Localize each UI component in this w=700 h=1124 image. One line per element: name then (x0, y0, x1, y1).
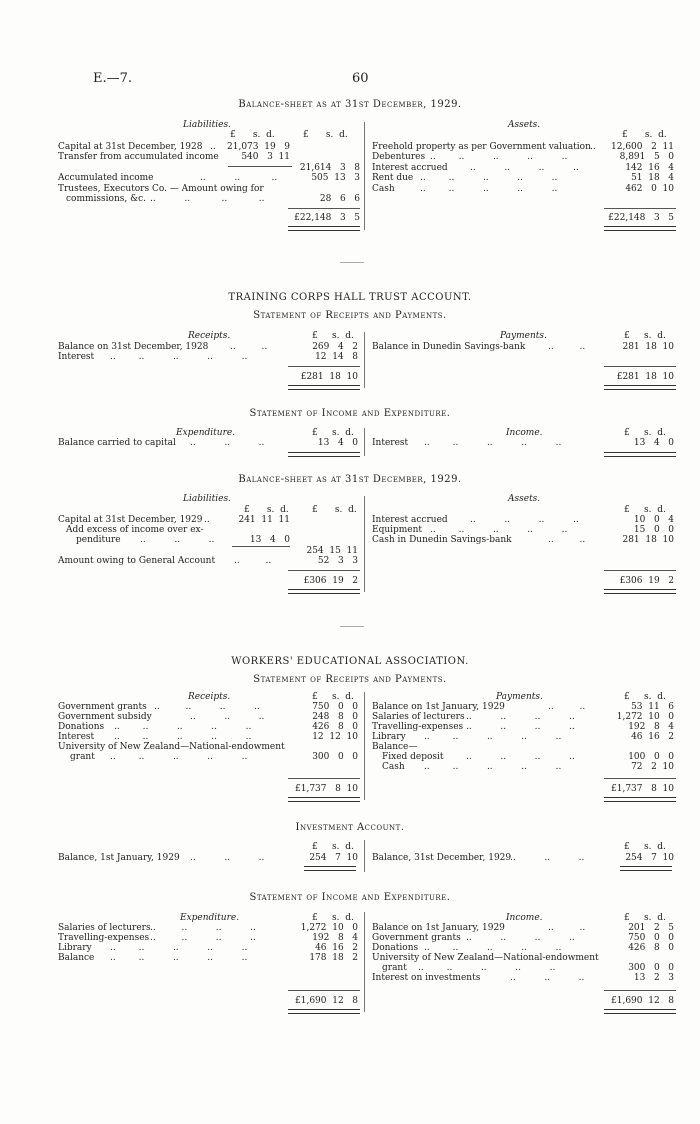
s3-inc-row-5-value: 13 2 3 (633, 973, 674, 983)
s1-liab-total: £22,148 3 5 (294, 213, 360, 223)
s3-inc-row-5: Interest on investments (372, 973, 481, 983)
s3-receipt-row-4-value: 12 12 10 (312, 732, 358, 742)
s3-exp-row-4: Balance (58, 953, 95, 963)
s3-receipt-total: £1,737 8 10 (295, 784, 358, 794)
s3-receipt-row-3: Donations (58, 722, 105, 732)
s1-asset-row-4-value: 51 18 4 (631, 173, 674, 183)
s2-inc-row-1-value: 13 4 0 (633, 438, 674, 448)
s2-inc-row-1: Interest (372, 438, 409, 448)
s1-liab-row-1-value: 21,073 19 9 (227, 142, 290, 152)
s3-inc-row-2-value: 750 0 0 (628, 933, 674, 943)
s3-divider-2 (364, 840, 365, 872)
s1-liab-row-3: Accumulated income (58, 173, 154, 183)
s2-bs-asset-row-3-value: 281 18 10 (622, 535, 674, 545)
s3-divider-3 (364, 912, 365, 1012)
s3-exp-row-2: Travelling-expenses (58, 933, 150, 943)
s3-inv-left-value: 254 7 10 (309, 853, 358, 863)
s2-bs-title: Balance-sheet as at 31st December, 1929. (238, 474, 462, 485)
s1-liab-row-1: Capital at 31st December, 1928 (58, 142, 203, 152)
s3-payment-row-2-value: 1,272 10 0 (616, 712, 674, 722)
s2-bs-subtotal-rule (232, 546, 290, 547)
s3-inc-row-3: Donations (372, 943, 419, 953)
s2-bs-liab-row-2-value: 13 4 0 (249, 535, 290, 545)
s2-income-heading: Income. (506, 428, 543, 438)
s3-title: WORKERS' EDUCATIONAL ASSOCIATION. (231, 656, 469, 667)
s2-subtitle: Statement of Receipts and Payments. (253, 310, 447, 321)
s2-exp-row-1-value: 13 4 0 (317, 438, 358, 448)
s1-column-divider (364, 122, 365, 230)
s3-income-heading: Income. (506, 913, 543, 923)
s3-inc-total: £1,690 12 8 (611, 996, 674, 1006)
s3-inv-currency-left: £ s. d. (312, 842, 354, 852)
page-ref: E.—7. (93, 71, 133, 86)
s2-payments-heading: Payments. (500, 331, 547, 341)
s3-payment-row-3: Travelling-expenses (372, 722, 464, 732)
s3-inv-currency-right: £ s. d. (624, 842, 666, 852)
s3-receipt-row-1: Government grants (58, 702, 147, 712)
s2-payment-total: £281 18 10 (616, 372, 674, 382)
s2-ie-currency-left: £ s. d. (312, 428, 354, 438)
s1-liab-row-4: Trustees, Executors Co. — Amount owing for (58, 184, 264, 194)
s2-bs-currency-outer: £ s. d. (312, 505, 357, 515)
s3-payment-row-2: Salaries of lecturers (372, 712, 465, 722)
s1-currency-inner: £ s. d. (230, 130, 275, 140)
s2-currency-right: £ s. d. (624, 331, 666, 341)
s2-bs-liab-row-2a: Add excess of income over ex- (66, 525, 204, 535)
s2-receipt-double-rule (288, 385, 360, 390)
s1-asset-row-3: Interest accrued (372, 163, 448, 173)
s1-assets-heading: Assets. (508, 120, 541, 130)
s2-receipt-row-2-value: 12 14 8 (315, 352, 358, 362)
s2-bs-liab-row-3: Amount owing to General Account (58, 556, 216, 566)
s1-asset-row-4: Rent due (372, 173, 414, 183)
s2-payment-double-rule (604, 385, 676, 390)
s3-payment-row-4-value: 46 16 2 (631, 732, 674, 742)
s3-ie-currency-left: £ s. d. (312, 913, 354, 923)
s2-bs-asset-total: £306 19 2 (619, 576, 674, 586)
s2-bs-liab-row-2b: penditure (76, 535, 121, 545)
s2-divider-3 (364, 496, 365, 592)
s3-payment-row-6: Fixed deposit (382, 752, 444, 762)
s3-inv-left-row: Balance, 1st January, 1929 (58, 853, 180, 863)
s2-exp-row-1: Balance carried to capital (58, 438, 176, 448)
s2-bs-liab-double-rule (288, 589, 360, 594)
s1-liab-double-rule (288, 226, 360, 231)
s2-ie-currency-right: £ s. d. (624, 428, 666, 438)
s3-exp-double-rule (288, 1009, 360, 1014)
s2-exp-double-rule (288, 452, 360, 457)
s3-exp-row-3: Library (58, 943, 92, 953)
s2-assets-heading: Assets. (508, 494, 541, 504)
s3-ie-currency-right: £ s. d. (624, 913, 666, 923)
s3-receipt-row-2: Government subsidy (58, 712, 152, 722)
s1-asset-row-5: Cash (372, 184, 395, 194)
s1-liab-row-2: Transfer from accumulated income (58, 152, 219, 162)
s2-liabilities-heading: Liabilities. (183, 494, 231, 504)
s3-divider-1 (364, 692, 365, 800)
s3-currency-right: £ s. d. (624, 692, 666, 702)
s1-asset-total-rule (604, 208, 676, 209)
s2-payment-row-1: Balance in Dunedin Savings-bank (372, 342, 526, 352)
s1-asset-row-2: Debentures (372, 152, 426, 162)
s2-bs-currency-inner: £ s. d. (244, 505, 289, 515)
s3-receipt-row-2-value: 248 8 0 (312, 712, 358, 722)
s2-bs-liab-total-rule (288, 570, 360, 571)
s2-bs-asset-row-2: Equipment (372, 525, 423, 535)
s3-payment-row-4: Library (372, 732, 406, 742)
s3-payment-row-1-value: 53 11 6 (631, 702, 674, 712)
s3-receipts-heading: Receipts. (188, 692, 231, 702)
s2-bs-liab-subtotal: 254 15 11 (306, 546, 358, 556)
page-number: 60 (352, 71, 369, 86)
s3-inc-row-4-value: 300 0 0 (628, 963, 674, 973)
s3-inc-row-4a: University of New Zealand—National-endowment (372, 953, 599, 963)
s1-asset-row-1: Freehold property as per Government valuation (372, 142, 591, 152)
s1-asset-total: £22,148 3 5 (608, 213, 674, 223)
s2-bs-asset-total-rule (604, 570, 676, 571)
s2-receipt-total-rule (288, 366, 360, 367)
s3-receipt-row-5a: University of New Zealand—National-endowment (58, 742, 285, 752)
s1-title: Balance-sheet as at 31st December, 1929. (238, 99, 462, 110)
s1-currency-assets: £ s. d. (622, 130, 667, 140)
s1-asset-row-3-value: 142 16 4 (625, 163, 674, 173)
s1-liab-row-4-value: 28 6 6 (319, 194, 360, 204)
s3-payment-total-rule (604, 778, 676, 779)
s2-bs-asset-row-1: Interest accrued (372, 515, 448, 525)
s3-payment-row-3-value: 192 8 4 (628, 722, 674, 732)
s1-liabilities-heading: Liabilities. (183, 120, 231, 130)
s3-investment-title: Investment Account. (295, 822, 405, 833)
s2-receipt-row-1-value: 269 4 2 (312, 342, 358, 352)
s3-exp-row-4-value: 178 18 2 (309, 953, 358, 963)
s2-expenditure-heading: Expenditure. (176, 428, 236, 438)
s3-payment-row-1: Balance on 1st January, 1929 (372, 702, 505, 712)
s3-expenditure-heading: Expenditure. (180, 913, 240, 923)
s3-payment-row-7: Cash (382, 762, 405, 772)
s3-receipt-row-5-value: 300 0 0 (312, 752, 358, 762)
s3-exp-row-2-value: 192 8 4 (312, 933, 358, 943)
s3-inv-right-row: Balance, 31st December, 1929 (372, 853, 512, 863)
s3-inv-left-double-rule (304, 866, 356, 871)
s3-receipt-row-3-value: 426 8 0 (312, 722, 358, 732)
s3-payment-total: £1,737 8 10 (611, 784, 674, 794)
s2-currency-left: £ s. d. (312, 331, 354, 341)
s3-inv-right-double-rule (620, 866, 672, 871)
s3-payments-heading: Payments. (496, 692, 543, 702)
s1-liab-row-4b: commissions, &c. (66, 194, 146, 204)
s3-exp-row-3-value: 46 16 2 (315, 943, 358, 953)
s3-exp-row-1: Salaries of lecturers (58, 923, 151, 933)
s3-inc-row-1-value: 201 2 5 (628, 923, 674, 933)
s3-exp-total-rule (288, 990, 360, 991)
s2-bs-asset-row-3: Cash in Dunedin Savings-bank (372, 535, 512, 545)
s2-payment-total-rule (604, 366, 676, 367)
s3-inc-row-2: Government grants (372, 933, 461, 943)
s2-bs-asset-double-rule (604, 589, 676, 594)
s3-payment-double-rule (604, 797, 676, 802)
s3-inc-double-rule (604, 1009, 676, 1014)
s2-bs-asset-row-1-value: 10 0 4 (633, 515, 674, 525)
section-separator-1 (340, 262, 364, 263)
s1-liab-total-rule (288, 208, 360, 209)
s1-asset-row-2-value: 8,891 5 0 (619, 152, 674, 162)
s3-payment-row-7-value: 72 2 10 (631, 762, 674, 772)
s1-asset-row-5-value: 462 0 10 (625, 184, 674, 194)
s1-asset-double-rule (604, 226, 676, 231)
s1-liab-row-3-value: 505 13 3 (311, 173, 360, 183)
s3-inv-right-value: 254 7 10 (625, 853, 674, 863)
s3-exp-row-1-value: 1,272 10 0 (300, 923, 358, 933)
s2-payment-row-1-value: 281 18 10 (622, 342, 674, 352)
s3-inc-row-3-value: 426 8 0 (628, 943, 674, 953)
s3-receipt-row-5b: grant (70, 752, 95, 762)
s3-exp-total: £1,690 12 8 (295, 996, 358, 1006)
s3-receipt-total-rule (288, 778, 360, 779)
s2-receipt-row-2: Interest (58, 352, 95, 362)
s2-bs-liab-row-1: Capital at 31st December, 1929 (58, 515, 203, 525)
s2-bs-asset-row-2-value: 15 0 0 (633, 525, 674, 535)
s2-divider-2 (364, 428, 365, 456)
s2-receipts-heading: Receipts. (188, 331, 231, 341)
s3-inc-row-4b: grant (382, 963, 407, 973)
s1-currency-outer: £ s. d. (303, 130, 348, 140)
s3-payment-row-6-value: 100 0 0 (628, 752, 674, 762)
s1-liab-subtotal: 21,614 3 8 (299, 163, 360, 173)
s3-receipt-row-1-value: 750 0 0 (312, 702, 358, 712)
s2-ie-title: Statement of Income and Expenditure. (249, 408, 451, 419)
s3-inc-row-1: Balance on 1st January, 1929 (372, 923, 505, 933)
s2-bs-currency-assets: £ s. d. (624, 505, 666, 515)
s3-receipt-double-rule (288, 797, 360, 802)
s3-subtitle: Statement of Receipts and Payments. (253, 674, 447, 685)
s1-asset-row-1-value: 12,600 2 11 (611, 142, 674, 152)
s2-bs-liab-row-1-value: 241 11 11 (238, 515, 290, 525)
s2-divider-1 (364, 332, 365, 388)
s3-inc-total-rule (604, 990, 676, 991)
s2-bs-liab-row-3-value: 52 3 3 (317, 556, 358, 566)
s3-currency-left: £ s. d. (312, 692, 354, 702)
s2-bs-liab-total: £306 19 2 (303, 576, 358, 586)
s2-inc-double-rule (604, 452, 676, 457)
s2-receipt-total: £281 18 10 (300, 372, 358, 382)
section-separator-2 (340, 626, 364, 627)
s3-ie-title: Statement of Income and Expenditure. (249, 892, 451, 903)
s2-receipt-row-1: Balance on 31st December, 1928 (58, 342, 209, 352)
s1-liab-row-2-value: 540 3 11 (241, 152, 290, 162)
s3-payment-row-5: Balance— (372, 742, 418, 752)
s3-receipt-row-4: Interest (58, 732, 95, 742)
s2-title: TRAINING CORPS HALL TRUST ACCOUNT. (228, 292, 472, 303)
